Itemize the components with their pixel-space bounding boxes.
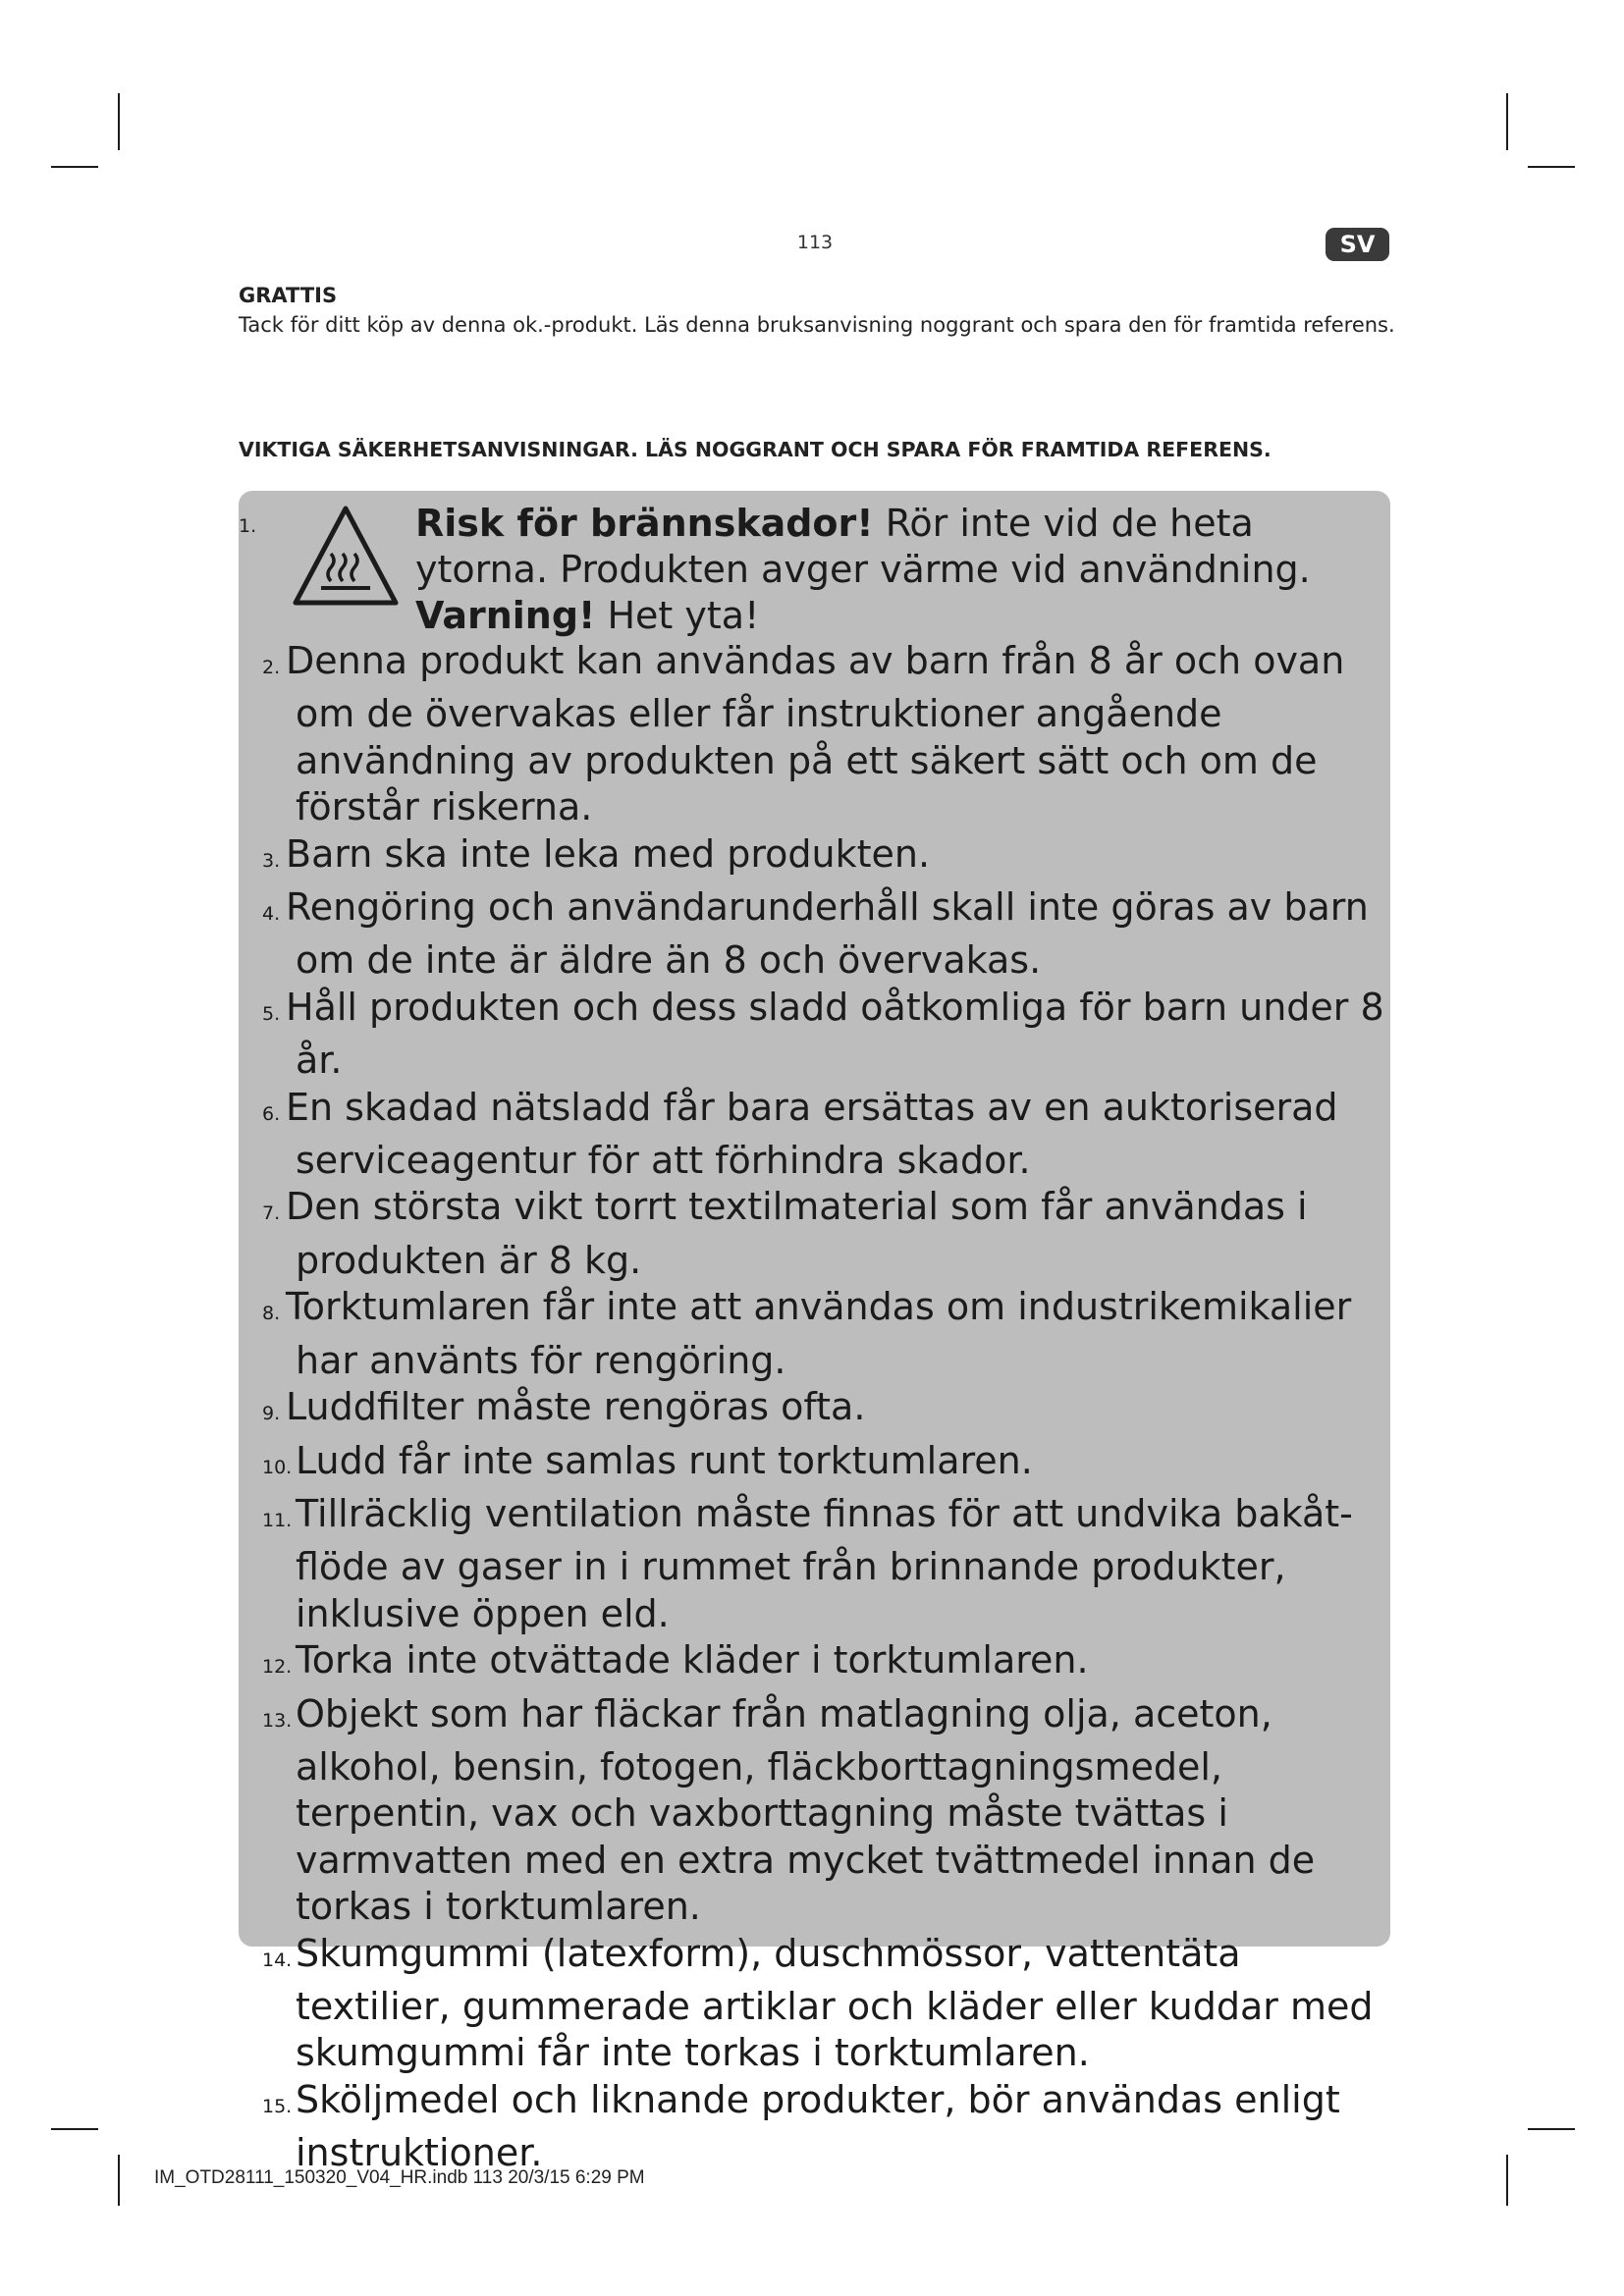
item-text-part: Rör inte vid de heta ytorna. Produkten avger värme vid användning.	[415, 502, 1311, 591]
intro-text: Tack för ditt köp av denna ok.-produkt. Läs denna bruksanvisning noggrant och spara den för framtida referens.	[239, 313, 1395, 337]
safety-item	[239, 884, 1387, 985]
safety-item	[239, 831, 1387, 884]
safety-heading: VIKTIGA SÄKERHETSANVISNINGAR. LÄS NOGGRANT OCH SPARA FÖR FRAMTIDA REFERENS.	[239, 438, 1272, 461]
page-number: 113	[796, 232, 834, 253]
item-number: 7.	[262, 1202, 281, 1225]
item-number: 8.	[262, 1303, 281, 1325]
safety-item	[239, 985, 1387, 1085]
item-text: Luddfilter måste rengöras ofta.	[286, 1385, 866, 1429]
safety-item	[239, 1184, 1387, 1284]
item-text	[415, 501, 1378, 639]
safety-list	[239, 638, 1387, 2177]
item-text: Sköljmedel och liknande produkter, bör användas enligt instruktioner.	[296, 2077, 1340, 2175]
safety-item	[239, 2077, 1387, 2177]
item-text: Barn ska inte leka med produkten.	[286, 831, 931, 876]
warning-label: Varning!	[415, 594, 596, 637]
item-text: En skadad nätsladd får bara ersättas av en auktoriserad serviceagentur för att förhindra skador.	[286, 1085, 1338, 1183]
item-number: 3.	[262, 849, 281, 872]
item-text: Objekt som har fläckar från matlagning olja, aceton, alkohol, bensin, fotogen, fläckborttagningsmedel, terpentin, vax och vaxborttagning måste tvättas i varmvatten med en extra mycket tvättmedel innan de torkas i torktumlaren.	[296, 1691, 1316, 1929]
safety-item	[239, 1637, 1387, 1690]
item-text-part: Het yta!	[595, 594, 760, 637]
item-text: Skumgummi (latexform), duschmössor, vattentäta textilier, gummerade artiklar och kläder eller kuddar med skumgummi får inte torkas i torktumlaren.	[296, 1931, 1374, 2075]
item-number: 10.	[262, 1456, 293, 1478]
crop-mark	[1528, 2128, 1575, 2130]
print-slug: IM_OTD28111_150320_V04_HR.indb 113 20/3/15 6:29 PM	[154, 2167, 645, 2188]
item-text: Den största vikt torrt textilmaterial som får användas i produkten är 8 kg.	[286, 1185, 1308, 1282]
crop-mark	[118, 2155, 120, 2206]
crop-mark	[51, 166, 98, 168]
safety-item	[239, 1085, 1387, 1185]
safety-item	[239, 1384, 1387, 1437]
item-text: Tillräcklig ventilation måste finnas för att undvika bakåt-flöde av gaser in i rummet från brinnande produkter, inklusive öppen eld.	[296, 1491, 1353, 1635]
item-text: Denna produkt kan användas av barn från 8 år och ovan om de övervakas eller får instruktioner angående användning av produkten på ett säkert sätt och om de förstår riskerna.	[286, 639, 1345, 829]
item-number: 5.	[262, 1002, 281, 1025]
crop-mark	[1528, 166, 1575, 168]
safety-item	[239, 1931, 1387, 2077]
safety-item	[239, 1284, 1387, 1384]
item-number: 2.	[262, 657, 281, 678]
item-text: Rengöring och användarunderhåll skall inte göras av barn om de inte är äldre än 8 och övervakas.	[286, 885, 1369, 983]
intro-heading: GRATTIS	[239, 284, 338, 307]
safety-item	[239, 1438, 1387, 1491]
crop-mark	[51, 2128, 98, 2130]
safety-item	[239, 1691, 1387, 1931]
crop-mark	[1506, 93, 1508, 150]
crop-mark	[118, 93, 120, 150]
item-number: 14.	[262, 1949, 293, 1971]
item-text: Ludd får inte samlas runt torktumlaren.	[296, 1438, 1033, 1482]
item-number: 1.	[239, 515, 257, 537]
item-text: Håll produkten och dess sladd oåtkomliga för barn under 8 år.	[286, 985, 1384, 1083]
safety-item	[239, 638, 1387, 831]
item-text: Torktumlaren får inte att användas om industrikemikalier har använts för rengöring.	[286, 1285, 1352, 1382]
hot-surface-warning-icon	[292, 505, 400, 607]
item-number: 9.	[262, 1403, 281, 1425]
safety-item-1	[239, 501, 1378, 648]
language-badge: SV	[1326, 228, 1389, 261]
item-number: 4.	[262, 903, 281, 926]
item-text: Torka inte otvättade kläder i torktumlaren.	[296, 1638, 1089, 1682]
safety-item	[239, 1491, 1387, 1637]
item-number: 13.	[262, 1709, 293, 1732]
crop-mark	[1506, 2155, 1508, 2206]
item-number: 11.	[262, 1509, 293, 1531]
item-number: 12.	[262, 1656, 293, 1679]
burn-risk-heading: Risk för brännskador!	[415, 502, 874, 545]
item-number: 15.	[262, 2095, 293, 2117]
item-number: 6.	[262, 1102, 281, 1125]
